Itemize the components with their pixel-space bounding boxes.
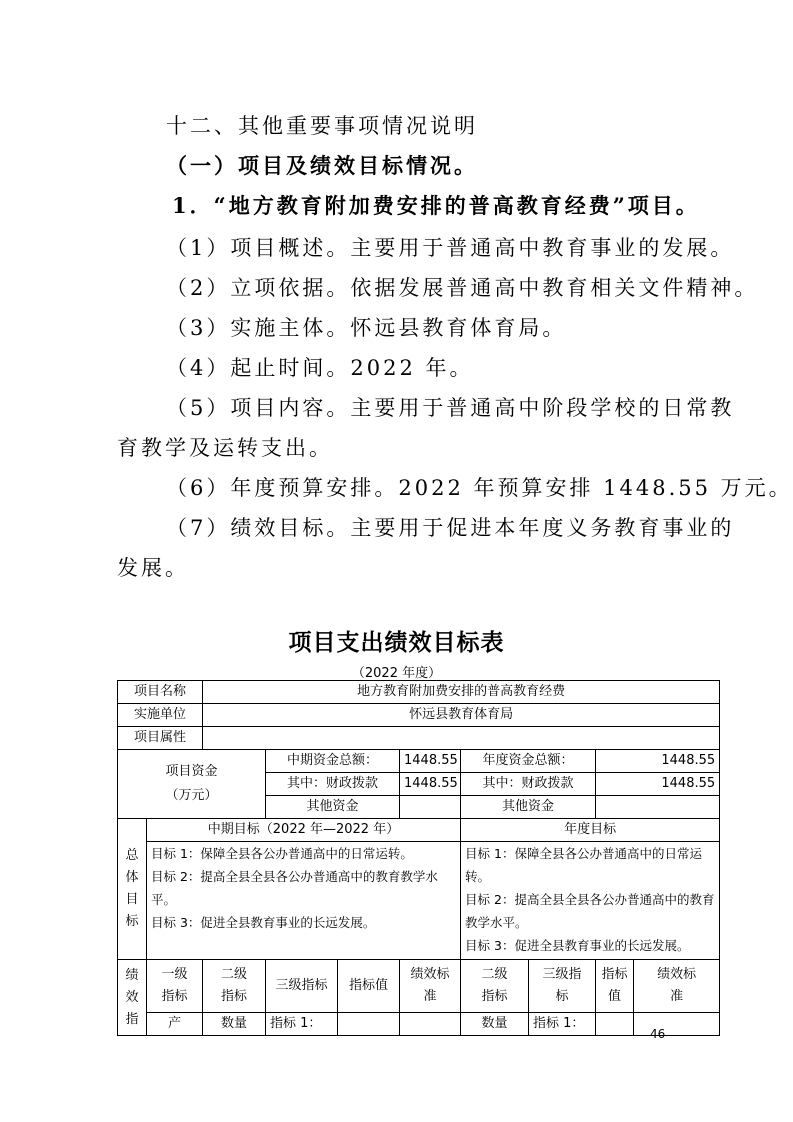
mid-goal-1: 目标 1：保障全县各公办普通高中的日常运转。 <box>151 846 413 861</box>
project-content-continued: 育教学及运转支出。 <box>117 436 333 460</box>
attribute-label: 项目属性 <box>118 727 203 750</box>
project-name-label: 项目名称 <box>118 681 203 704</box>
table-year: （2022 年度） <box>351 666 442 681</box>
year-other-value <box>596 796 720 819</box>
project-budget: （6）年度预算安排。2022 年预算安排 1448.55 万元。 <box>166 476 793 500</box>
mid-goal-3: 目标 3：促进全县教育事业的长远发展。 <box>151 915 376 930</box>
funds-label-line1: 项目资金 <box>165 764 218 779</box>
project-basis: （2）立项依据。依据发展普通高中教育相关文件精神。 <box>166 276 759 300</box>
overall-label-char: 总 <box>125 848 139 863</box>
year-goals <box>461 842 720 960</box>
overall-label-char: 体 <box>125 870 139 885</box>
row1-value <box>338 1013 400 1036</box>
perf-label-char: 绩 <box>125 967 139 983</box>
funds-label-line2: （万元） <box>165 788 218 803</box>
row1-level3-year: 指标 1： <box>529 1013 596 1036</box>
row1-level3: 指标 1： <box>266 1013 338 1036</box>
year-goal-1: 目标 1：保障全县各公办普通高中的日常运转。 <box>465 846 702 884</box>
section-heading: 十二、其他重要事项情况说明 <box>166 114 478 138</box>
project-target: （7）绩效目标。主要用于促进本年度义务教育事业的 <box>166 516 735 540</box>
row1-standard <box>400 1013 461 1036</box>
mid-fiscal-value: 1448.55 <box>400 773 461 796</box>
row1-level2-year: 数量 <box>461 1013 529 1036</box>
mid-fiscal-label: 其中：财政拨款 <box>266 773 400 796</box>
performance-goal-table <box>117 680 720 1036</box>
col-level1-header: 一级 指标 <box>147 960 203 1013</box>
mid-total-label: 中期资金总额： <box>266 750 400 773</box>
year-total-value: 1448.55 <box>596 750 720 773</box>
table-title: 项目支出绩效目标表 <box>288 629 505 656</box>
col-level3-year-header: 三级指 标 <box>529 960 596 1013</box>
project-content: （5）项目内容。主要用于普通高中阶段学校的日常教 <box>166 396 735 420</box>
col-value-year-header: 指标 值 <box>596 960 634 1013</box>
row1-level1: 产 <box>147 1013 203 1036</box>
col-value-header: 指标值 <box>338 960 400 1013</box>
year-total-label: 年度资金总额： <box>461 750 596 773</box>
year-fiscal-label: 其中：财政拨款 <box>461 773 596 796</box>
year-other-label: 其他资金 <box>461 796 596 819</box>
mid-other-value <box>400 796 461 819</box>
page-number: 46 <box>650 1027 666 1041</box>
row1-level2: 数量 <box>203 1013 266 1036</box>
project-entity: （3）实施主体。怀远县教育体育局。 <box>166 316 567 340</box>
mid-total-value: 1448.55 <box>400 750 461 773</box>
overall-label-char: 目 <box>125 892 139 907</box>
project-overview: （1）项目概述。主要用于普通高中教育事业的发展。 <box>166 236 735 260</box>
col-level3-header: 三级指标 <box>266 960 338 1013</box>
project-title: 1．“地方教育附加费安排的普高教育经费”项目。 <box>172 193 700 218</box>
year-goal-2: 目标 2：提高全县全县各公办普通高中的教育教学水平。 <box>465 892 715 930</box>
col-standard-header: 绩效标 准 <box>400 960 461 1013</box>
overall-label-char: 标 <box>125 914 139 929</box>
unit-value: 怀远县教育体育局 <box>203 704 720 727</box>
subsection-heading: （一）项目及绩效目标情况。 <box>166 153 478 178</box>
mid-goal-2: 目标 2：提高全县全县各公办普通高中的教育教学水平。 <box>151 869 438 907</box>
mid-goal-header: 中期目标（2022 年—2022 年） <box>147 819 461 842</box>
mid-goals <box>147 842 461 960</box>
project-period: （4）起止时间。2022 年。 <box>166 356 474 380</box>
perf-label-char: 指 <box>125 1011 139 1027</box>
col-level2-header: 二级 指标 <box>203 960 266 1013</box>
row1-value-year <box>596 1013 634 1036</box>
performance-indicator-label <box>118 960 147 1036</box>
year-goal-3: 目标 3：促进全县教育事业的长远发展。 <box>465 938 690 953</box>
row1-standard-year <box>634 1013 720 1036</box>
project-name-value: 地方教育附加费安排的普高教育经费 <box>203 681 720 704</box>
unit-label: 实施单位 <box>118 704 203 727</box>
year-fiscal-value: 1448.55 <box>596 773 720 796</box>
col-level2-year-header: 二级 指标 <box>461 960 529 1013</box>
mid-other-label: 其他资金 <box>266 796 400 819</box>
perf-label-char: 效 <box>125 989 139 1005</box>
year-goal-header: 年度目标 <box>461 819 720 842</box>
col-standard-year-header: 绩效标 准 <box>634 960 720 1013</box>
overall-goal-label <box>118 819 147 960</box>
project-target-continued: 发展。 <box>117 556 189 580</box>
funds-label <box>118 750 266 819</box>
attribute-value <box>203 727 720 750</box>
